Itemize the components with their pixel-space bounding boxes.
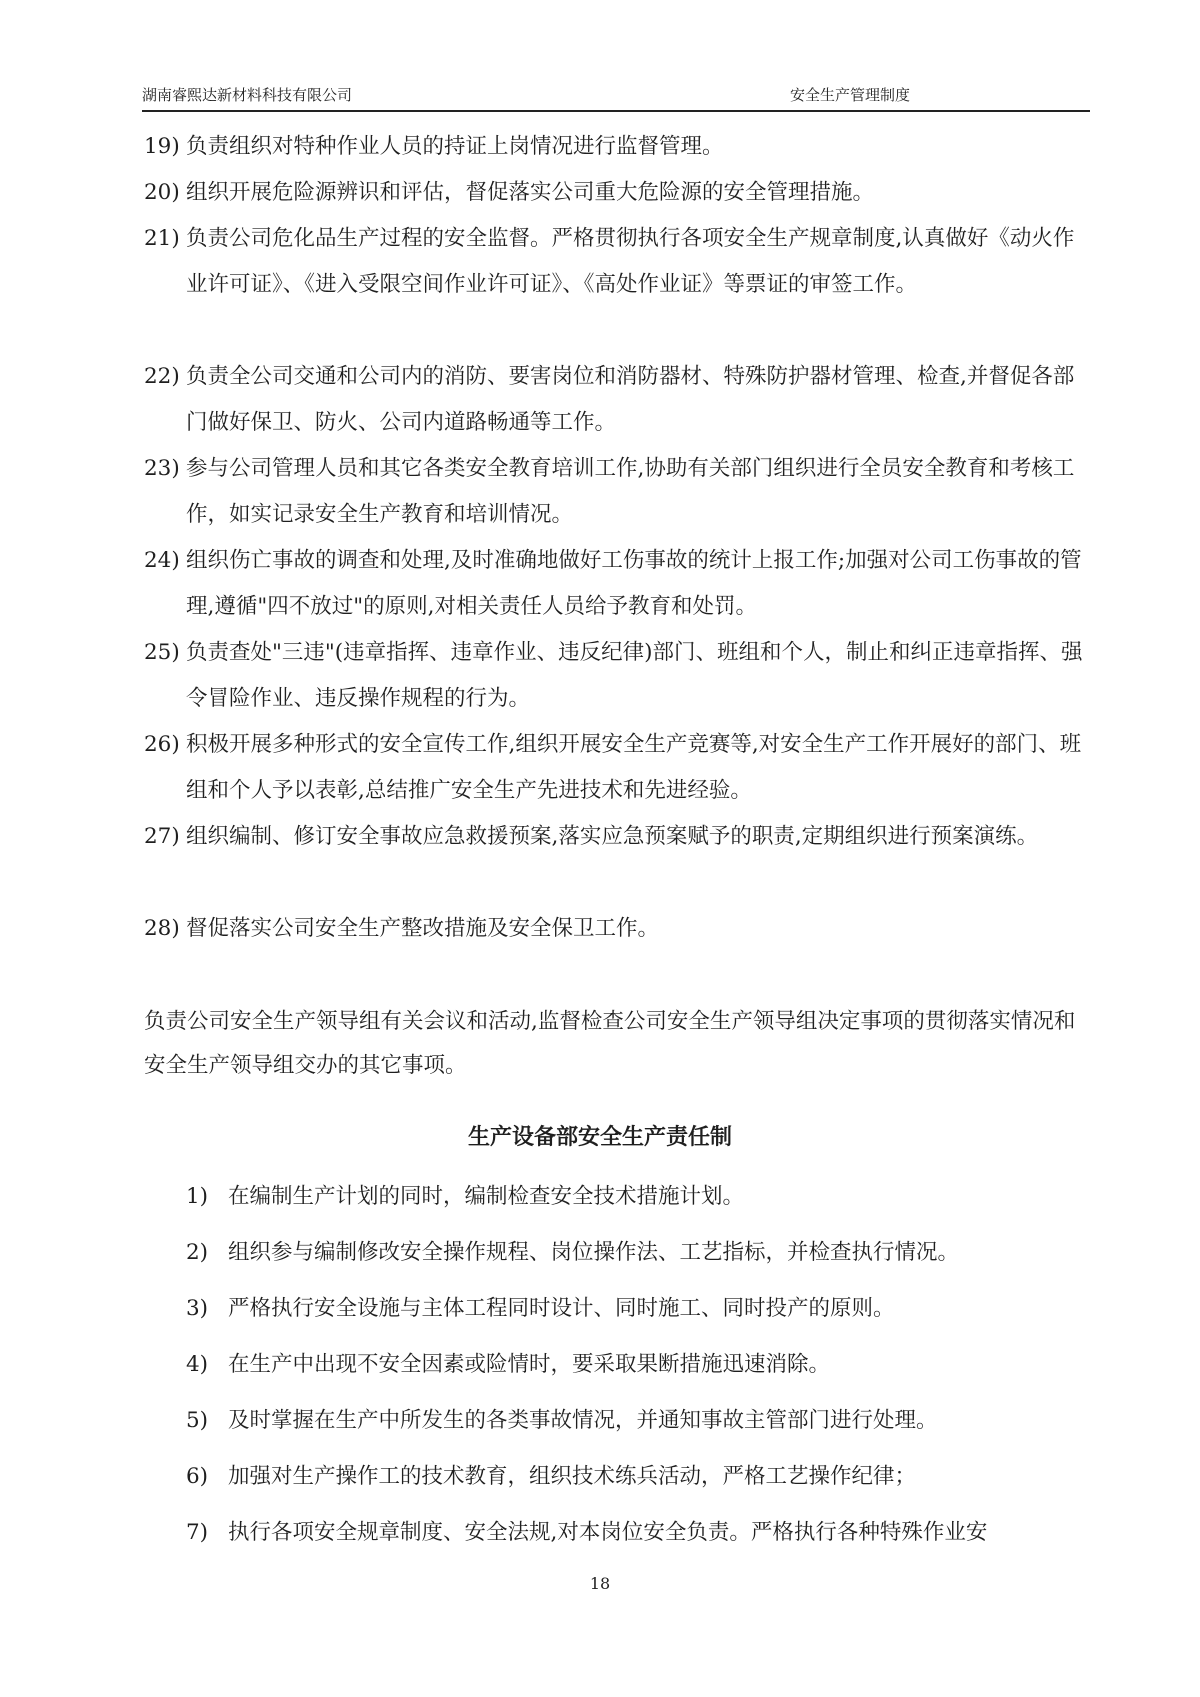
item-number: 25) xyxy=(144,640,180,665)
company-name: 湖南睿熙达新材料科技有限公司 xyxy=(142,86,353,104)
body-paragraph: 负责公司安全生产领导组有关会议和活动,监督检查公司安全生产领导组决定事项的贯彻落实情况和安全生产领导组交办的其它事项。 xyxy=(144,1009,1076,1078)
list-item xyxy=(186,1518,1086,1548)
item-text: 严格执行安全设施与主体工程同时设计、同时施工、同时投产的原则。 xyxy=(228,1296,895,1321)
list-item xyxy=(144,216,1084,308)
list-item xyxy=(144,722,1084,814)
page-number: 18 xyxy=(589,1574,611,1593)
list-item xyxy=(144,538,1084,630)
item-text: 负责组织对特种作业人员的持证上岗情况进行监督管理。 xyxy=(186,134,724,159)
list-item xyxy=(144,814,1084,860)
item-text: 加强对生产操作工的技术教育，组织技术练兵活动，严格工艺操作纪律； xyxy=(228,1464,917,1489)
item-number: 2) xyxy=(186,1240,209,1265)
item-text: 及时掌握在生产中所发生的各类事故情况，并通知事故主管部门进行处理。 xyxy=(228,1408,938,1433)
item-number: 3) xyxy=(186,1296,209,1321)
item-number: 5) xyxy=(186,1408,209,1433)
item-text: 督促落实公司安全生产整改措施及安全保卫工作。 xyxy=(186,916,660,941)
item-text: 负责查处"三违"(违章指挥、违章作业、违反纪律)部门、班组和个人，制止和纠正违章指挥、强令冒险作业、违反操作规程的行为。 xyxy=(186,640,1083,711)
item-number: 19) xyxy=(144,134,180,159)
list-item xyxy=(186,1406,1086,1436)
item-number: 26) xyxy=(144,732,180,757)
item-number: 1) xyxy=(186,1184,209,1209)
item-number: 23) xyxy=(144,456,180,481)
item-text: 组织开展危险源辨识和评估，督促落实公司重大危险源的安全管理措施。 xyxy=(186,180,875,205)
item-number: 28) xyxy=(144,916,180,941)
item-number: 24) xyxy=(144,548,180,573)
list-item xyxy=(144,354,1084,446)
list-item xyxy=(186,1238,1086,1268)
list-item xyxy=(144,906,1084,952)
item-text: 在生产中出现不安全因素或险情时，要采取果断措施迅速消除。 xyxy=(228,1352,831,1377)
item-text: 组织参与编制修改安全操作规程、岗位操作法、工艺指标，并检查执行情况。 xyxy=(228,1240,960,1265)
item-number: 27) xyxy=(144,824,180,849)
header-divider xyxy=(142,110,1090,112)
list-item xyxy=(144,170,1084,216)
item-number: 6) xyxy=(186,1464,209,1489)
section-heading: 生产设备部安全生产责任制 xyxy=(467,1125,732,1150)
item-number: 21) xyxy=(144,226,180,251)
item-text: 负责公司危化品生产过程的安全监督。严格贯彻执行各项安全生产规章制度,认真做好《动火作业许可证》、《进入受限空间作业许可证》、《高处作业证》等票证的审签工作。 xyxy=(186,226,1075,297)
list-item xyxy=(144,446,1084,538)
item-text: 积极开展多种形式的安全宣传工作,组织开展安全生产竞赛等,对安全生产工作开展好的部门、班组和个人予以表彰,总结推广安全生产先进技术和先进经验。 xyxy=(186,732,1082,803)
item-text: 执行各项安全规章制度、安全法规,对本岗位安全负责。严格执行各种特殊作业安 xyxy=(228,1520,988,1545)
list-item xyxy=(144,124,1084,170)
item-number: 7) xyxy=(186,1520,209,1545)
list-item xyxy=(186,1462,1086,1492)
item-number: 20) xyxy=(144,180,180,205)
document-title: 安全生产管理制度 xyxy=(790,86,911,104)
item-number: 4) xyxy=(186,1352,209,1377)
item-number: 22) xyxy=(144,364,180,389)
item-text: 组织伤亡事故的调查和处理,及时准确地做好工伤事故的统计上报工作;加强对公司工伤事故的管理,遵循"四不放过"的原则,对相关责任人员给予教育和处罚。 xyxy=(186,548,1082,619)
list-item xyxy=(186,1350,1086,1380)
list-item xyxy=(144,630,1084,722)
item-text: 负责全公司交通和公司内的消防、要害岗位和消防器材、特殊防护器材管理、检查,并督促各部门做好保卫、防火、公司内道路畅通等工作。 xyxy=(186,364,1075,435)
item-text: 在编制生产计划的同时，编制检查安全技术措施计划。 xyxy=(228,1184,745,1209)
list-item xyxy=(186,1182,1086,1212)
item-text: 参与公司管理人员和其它各类安全教育培训工作,协助有关部门组织进行全员安全教育和考核工作，如实记录安全生产教育和培训情况。 xyxy=(186,456,1075,527)
list-item xyxy=(186,1294,1086,1324)
item-text: 组织编制、修订安全事故应急救援预案,落实应急预案赋予的职责,定期组织进行预案演练。 xyxy=(186,824,1039,849)
